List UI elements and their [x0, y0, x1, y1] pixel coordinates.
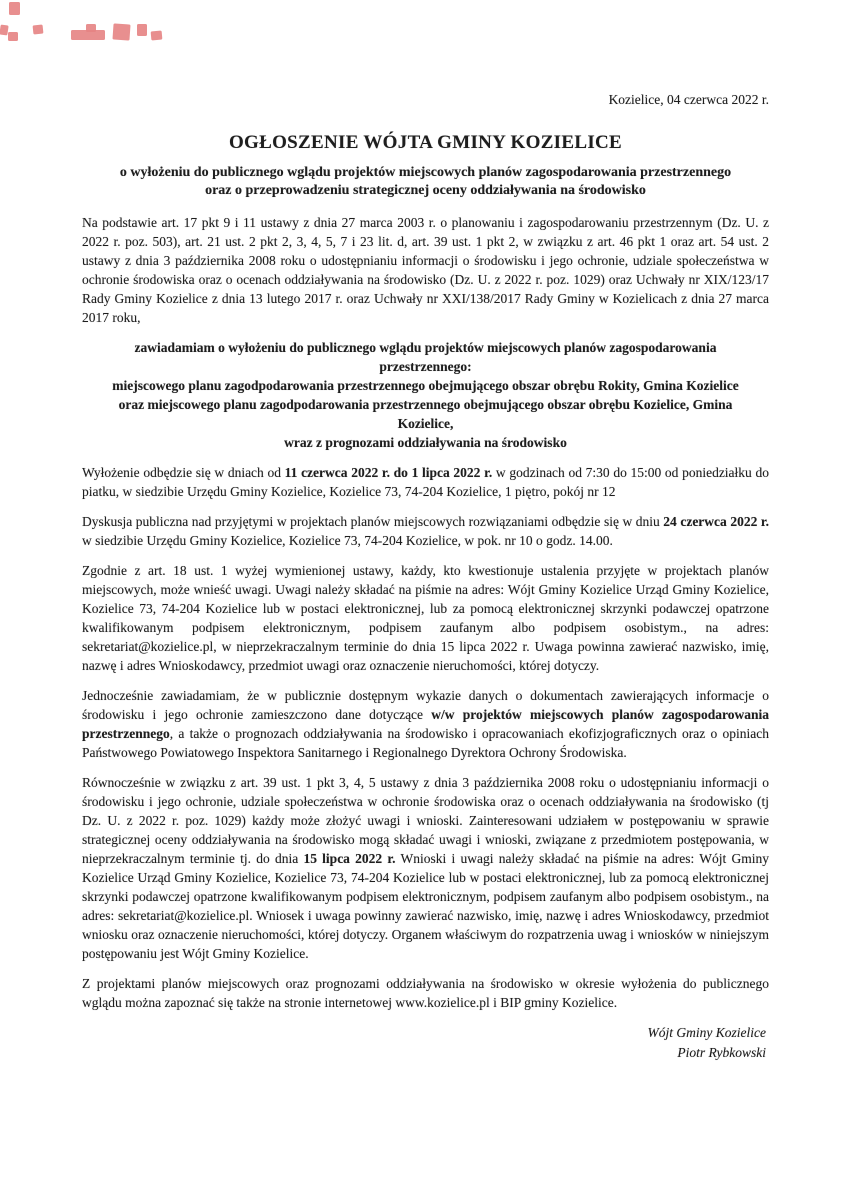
paragraph-remarks-submission: Zgodnie z art. 18 ust. 1 wyżej wymienionej ustawy, każdy, kto kwestionuje ustalenia przyjęte w projektach planów miejscowych, może wnieść uwagi. Uwagi należy składać na piśmie na adres: Wójt Gminy Kozielice Urząd Gminy Kozielice, Kozielice 73, 74-204 Kozielice lub w postaci elektronicznej, lub za pomocą elektronicznej skrzynki podawczej opatrzone kwalifikowanym podpisem elektronicznym, podpisem zaufanym albo podpisem osobistym., na adres: sekretariat@kozielice.pl, w nieprzekraczalnym terminie do dnia 15 lipca 2022 r. Uwaga powinna zawierać nazwisko, imię, nazwę i adres Wnioskodawcy, przedmiot uwagi oraz oznaczenie nieruchomości, której dotyczy. [82, 563, 769, 673]
notice-line: wraz z prognozami oddziaływania na środowisko [284, 435, 567, 450]
text-run: w godzinach od 7:30 do 15:00 od poniedziałku do piatku, w siedzibie Urzędu Gminy Kozielice, Kozielice 73, 74-204 Kozielice, 1 piętro, pokój nr 12 [82, 465, 769, 499]
signature-name: Piotr Rybkowski [677, 1045, 766, 1060]
red-scan-mark [9, 2, 20, 15]
red-scan-mark [33, 25, 44, 35]
red-scan-mark [8, 32, 18, 41]
paragraph-data-registry [82, 686, 769, 762]
paragraph-environmental-procedure [82, 773, 769, 963]
page-subtitle [82, 164, 769, 200]
text-run-bold: 24 czerwca 2022 r. [663, 514, 769, 529]
paragraph-legal-basis: Na podstawie art. 17 pkt 9 i 11 ustawy z dnia 27 marca 2003 r. o planowaniu i zagospodarowaniu przestrzennym (Dz. U. z 2022 r. poz. 503), art. 21 ust. 2 pkt 2, 3, 4, 5, 7 i 23 lit. d, art. 39 ust. 1 pkt 2, w związku z art. 46 pkt 1 oraz art. 54 ust. 2 ustawy z dnia 3 października 2008 roku o udostępnianiu informacji o środowisku i jego ochronie, udziale społeczeństwa w ochronie środowiska oraz o ocenach oddziaływania na środowisko (Dz. U. z 2022 r. poz. 1029) oraz Uchwały nr XIX/123/17 Rady Gminy Kozielice z dnia 13 lutego 2017 r. oraz Uchwały nr XXI/138/2017 Rady Gminy w Kozielicach z dnia 27 marca 2017 roku, [82, 215, 769, 325]
date-line: Kozielice, 04 czerwca 2022 r. [608, 92, 769, 107]
paragraph-public-discussion [82, 512, 769, 550]
text-run: Dyskusja publiczna nad przyjętymi w projektach planów miejscowych rozwiązaniami odbędzie się w dniu [82, 514, 664, 529]
signature-title: Wójt Gminy Kozielice [647, 1025, 766, 1040]
text-run-bold: 15 lipca 2022 r. [303, 851, 396, 866]
notice-line: przestrzennego: [379, 359, 472, 374]
notice-line: zawiadamiam o wyłożeniu do publicznego wglądu projektów miejscowych planów zagospodarowania [134, 340, 717, 355]
notice-block [82, 338, 769, 452]
document-body [82, 213, 769, 1063]
subtitle-line-1: o wyłożeniu do publicznego wglądu projektów miejscowych planów zagospodarowania przestrzennego [119, 165, 732, 180]
notice-line: miejscowego planu zagodpodarowania przestrzennego obejmującego obszar obrębu Rokity, Gmina Kozielice [112, 378, 739, 393]
text-run-bold: 11 czerwca 2022 r. do 1 lipca 2022 r. [284, 465, 493, 480]
notice-line: oraz miejscowego planu zagodpodarowania przestrzennego obejmującego obszar obrębu Kozielice, Gmina [118, 397, 733, 412]
text-run-bold: w/w projektów miejscowych planów zagospodarowania przestrzennego [82, 707, 769, 741]
paragraph-online-access: Z projektami planów miejscowych oraz prognozami oddziaływania na środowisko w okresie wyłożenia do publicznego wglądu można zapoznać się także na stronie internetowej www.kozielice.pl i BIP gminy Kozielice. [82, 976, 769, 1010]
text-run: w siedzibie Urzędu Gminy Kozielice, Kozielice 73, 74-204 Kozielice, w pok. nr 10 o godz. 14.00. [82, 533, 613, 548]
text-run: , a także o prognozach oddziaływania na środowisko i opracowaniach ekofizjograficznych oraz o opiniach Państwowego Powiatowego Inspektora Sanitarnego i Regionalnego Dyrektora Ochrony Środowiska. [82, 726, 769, 760]
notice-line: Kozielice, [397, 416, 454, 431]
subtitle-line-2: oraz o przeprowadzeniu strategicznej oceny oddziaływania na środowisko [205, 183, 646, 198]
page-title: OGŁOSZENIE WÓJTA GMINY KOZIELICE [228, 132, 623, 153]
text-run: Wnioski i uwagi należy składać na piśmie na adres: Wójt Gminy Kozielice Urząd Gminy Kozielice, Kozielice 73, 74-204 Kozielice lub w postaci elektronicznej, lub za pomocą elektronicznej skrzynki podawczej opatrzone kwalifikowanym podpisem elektronicznym, podpisem zaufanym albo podpisem osobistym., na adres: sekretariat@kozielice.pl. Wniosek i uwaga powinny zawierać nazwisko, imię, nazwę i adres Wnioskodawcy, przedmiot wniosku oraz oznaczenie nieruchomości, której dotyczy. Organem właściwym do rozpatrzenia uwag i wniosków w niniejszym postępowaniu jest Wójt Gminy Kozielice. [82, 851, 769, 961]
document-content [82, 0, 769, 1063]
text-run: Równocześnie w związku z art. 39 ust. 1 pkt 3, 4, 5 ustawy z dnia 3 października 2008 roku o udostępnianiu informacji o środowisku i jego ochronie, udziale społeczeństwa w ochronie środowiska oraz o ocenach oddziaływania na środowisko (tj Dz. U. z 2022 r. poz. 1029) każdy może złożyć uwagi i wnioski. Zainteresowani udziałem w postępowaniu w sprawie strategicznej oceny oddziaływania na środowisko mogą składać uwagi i wnioski, związane z przedmiotem postępowania, w nieprzekraczalnym terminie tj. do dnia [82, 775, 769, 866]
text-run: Wyłożenie odbędzie się w dniach od [82, 465, 285, 480]
text-run: Jednocześnie zawiadamiam, że w publicznie dostępnym wykazie danych o dokumentach zawierających informacje o środowisku i jego ochronie zamieszczono dane dotyczące [82, 688, 769, 722]
signature-block [82, 1023, 769, 1063]
paragraph-exhibition-dates [82, 463, 769, 501]
